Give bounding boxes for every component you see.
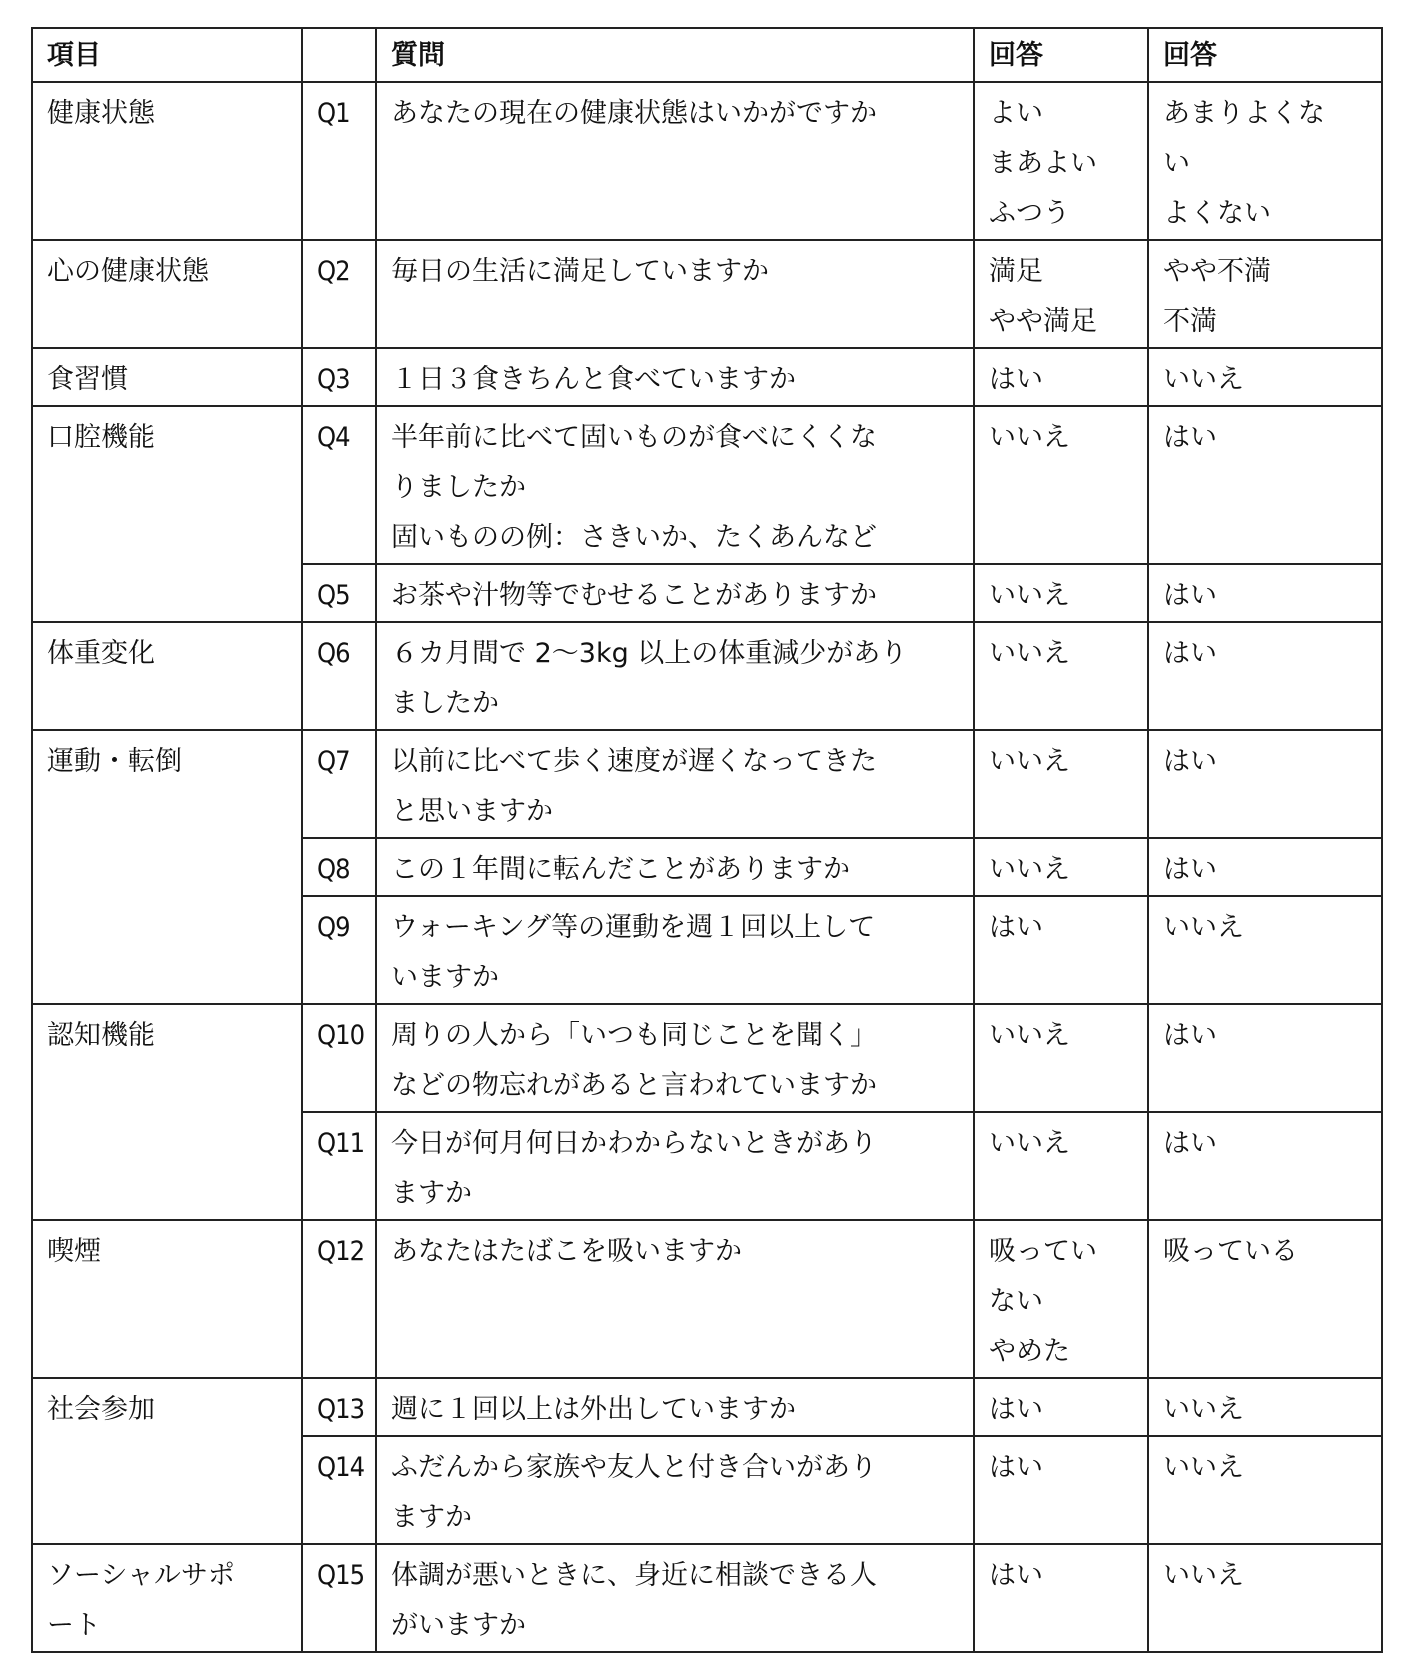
header-answer-1: 回答 xyxy=(974,28,1148,82)
answer-2-cell-line: はい xyxy=(1163,854,1217,885)
answer-2-cell xyxy=(1148,240,1382,348)
question-text-line: 以前に比べて歩く速度が遅くなってきた xyxy=(391,746,877,777)
answer-1-cell xyxy=(974,240,1148,348)
answer-2-cell xyxy=(1148,896,1382,1004)
answer-1-cell-line: いいえ xyxy=(989,746,1070,777)
item-cell xyxy=(32,1220,302,1378)
table-row xyxy=(32,622,1382,730)
answer-1-cell-line: 満足 xyxy=(989,256,1043,287)
answer-1-cell-line: はい xyxy=(989,364,1043,395)
question-number: Q8 xyxy=(302,838,376,896)
answer-2-cell-line: はい xyxy=(1163,746,1217,777)
item-cell xyxy=(32,730,302,1004)
question-text-line: この１年間に転んだことがありますか xyxy=(391,854,850,885)
answer-1-cell-line: いいえ xyxy=(989,854,1070,885)
table-row xyxy=(32,406,1382,564)
answer-1-cell-line: はい xyxy=(989,912,1043,943)
answer-1-cell-line: いいえ xyxy=(989,1128,1070,1159)
answer-1-cell-line: いいえ xyxy=(989,1020,1070,1051)
item-label: 心の健康状態 xyxy=(47,256,209,287)
answer-1-cell-line: ふつう xyxy=(989,198,1070,229)
answer-1-cell xyxy=(974,82,1148,240)
answer-1-cell xyxy=(974,1436,1148,1544)
answer-1-cell xyxy=(974,1544,1148,1652)
table-row xyxy=(32,240,1382,348)
answer-1-cell xyxy=(974,1112,1148,1220)
question-text xyxy=(376,406,974,564)
question-text-line: １日３食きちんと食べていますか xyxy=(391,364,796,395)
answer-1-cell-line: よい xyxy=(989,98,1043,129)
answer-2-cell xyxy=(1148,622,1382,730)
question-text xyxy=(376,1004,974,1112)
item-cell xyxy=(32,240,302,348)
answer-2-cell-line: はい xyxy=(1163,638,1217,669)
question-number: Q12 xyxy=(302,1220,376,1378)
answer-1-cell xyxy=(974,730,1148,838)
header-item: 項目 xyxy=(32,28,302,82)
answer-1-cell xyxy=(974,406,1148,564)
item-cell xyxy=(32,1544,302,1652)
question-text xyxy=(376,1378,974,1436)
question-number: Q10 xyxy=(302,1004,376,1112)
item-label: 食習慣 xyxy=(47,364,128,395)
table-row xyxy=(32,1004,1382,1112)
question-text xyxy=(376,564,974,622)
answer-2-cell-line: いいえ xyxy=(1163,1452,1244,1483)
answer-2-cell xyxy=(1148,730,1382,838)
question-number: Q2 xyxy=(302,240,376,348)
answer-2-cell-line: はい xyxy=(1163,1128,1217,1159)
question-number: Q3 xyxy=(302,348,376,406)
item-label: 健康状態 xyxy=(47,98,155,129)
question-text-line: 半年前に比べて固いものが食べにくくな xyxy=(391,422,877,453)
question-text-line: あなたはたばこを吸いますか xyxy=(391,1236,742,1267)
question-text-line: ６カ月間で 2～3kg 以上の体重減少があり xyxy=(391,638,908,669)
answer-2-cell-line: い xyxy=(1163,148,1190,179)
question-number: Q1 xyxy=(302,82,376,240)
answer-1-cell-line: はい xyxy=(989,1560,1043,1591)
answer-2-cell xyxy=(1148,82,1382,240)
answer-1-cell xyxy=(974,622,1148,730)
table-body xyxy=(32,82,1382,1652)
question-number: Q7 xyxy=(302,730,376,838)
item-cell xyxy=(32,622,302,730)
answer-2-cell xyxy=(1148,564,1382,622)
table-row xyxy=(32,730,1382,838)
question-text xyxy=(376,1436,974,1544)
answer-1-cell-line: はい xyxy=(989,1394,1043,1425)
answer-2-cell-line: はい xyxy=(1163,1020,1217,1051)
question-text xyxy=(376,1220,974,1378)
answer-1-cell-line: まあよい xyxy=(989,148,1097,179)
item-cell xyxy=(32,348,302,406)
answer-2-cell-line: いいえ xyxy=(1163,1560,1244,1591)
question-text xyxy=(376,82,974,240)
question-text-line: お茶や汁物等でむせることがありますか xyxy=(391,580,877,611)
question-text xyxy=(376,730,974,838)
answer-2-cell-line: 不満 xyxy=(1163,306,1217,337)
item-cell xyxy=(32,1004,302,1220)
answer-2-cell-line: やや不満 xyxy=(1163,256,1271,287)
question-text xyxy=(376,896,974,1004)
answer-2-cell xyxy=(1148,1544,1382,1652)
item-label: 口腔機能 xyxy=(47,422,155,453)
answer-1-cell-line: いいえ xyxy=(989,580,1070,611)
header-answer-2: 回答 xyxy=(1148,28,1382,82)
answer-1-cell-line: やめた xyxy=(989,1336,1070,1367)
answer-1-cell xyxy=(974,1220,1148,1378)
answer-1-cell xyxy=(974,1378,1148,1436)
answer-2-cell xyxy=(1148,838,1382,896)
question-text-line: あなたの現在の健康状態はいかがですか xyxy=(391,98,877,129)
header-row xyxy=(32,28,1382,82)
answer-2-cell-line: はい xyxy=(1163,422,1217,453)
answer-1-cell-line: やや満足 xyxy=(989,306,1097,337)
question-text-line: ますか xyxy=(391,1502,472,1533)
question-text xyxy=(376,240,974,348)
question-number: Q14 xyxy=(302,1436,376,1544)
question-text-line: りましたか xyxy=(391,472,526,503)
question-text-line: がいますか xyxy=(391,1610,526,1641)
answer-1-cell xyxy=(974,564,1148,622)
question-text-line: 今日が何月何日かわからないときがあり xyxy=(391,1128,877,1159)
question-text-line: いますか xyxy=(391,962,499,993)
table-row xyxy=(32,1220,1382,1378)
header-question: 質問 xyxy=(376,28,974,82)
item-label: 体重変化 xyxy=(47,638,155,669)
answer-2-cell xyxy=(1148,1220,1382,1378)
header-number xyxy=(302,28,376,82)
question-number: Q9 xyxy=(302,896,376,1004)
answer-1-cell-line: いいえ xyxy=(989,638,1070,669)
question-text-line: 体調が悪いときに、身近に相談できる人 xyxy=(391,1560,877,1591)
question-text xyxy=(376,622,974,730)
answer-2-cell-line: 吸っている xyxy=(1163,1236,1298,1267)
answer-1-cell xyxy=(974,896,1148,1004)
item-label: ソーシャルサポ xyxy=(47,1560,235,1591)
answer-1-cell-line: はい xyxy=(989,1452,1043,1483)
answer-2-cell xyxy=(1148,406,1382,564)
answer-2-cell xyxy=(1148,348,1382,406)
question-text xyxy=(376,1112,974,1220)
answer-2-cell xyxy=(1148,1004,1382,1112)
question-text xyxy=(376,838,974,896)
answer-1-cell xyxy=(974,348,1148,406)
answer-2-cell-line: いいえ xyxy=(1163,1394,1244,1425)
table-row xyxy=(32,82,1382,240)
question-text-line: ますか xyxy=(391,1178,472,1209)
questionnaire-table xyxy=(31,27,1383,1653)
item-label: ート xyxy=(47,1610,101,1641)
table-row xyxy=(32,348,1382,406)
answer-1-cell-line: いいえ xyxy=(989,422,1070,453)
question-number: Q15 xyxy=(302,1544,376,1652)
question-text-line: 週に１回以上は外出していますか xyxy=(391,1394,796,1425)
item-cell xyxy=(32,1378,302,1544)
item-label: 運動・転倒 xyxy=(47,746,182,777)
question-text-line: 固いものの例：さきいか、たくあんなど xyxy=(391,522,877,553)
answer-1-cell xyxy=(974,838,1148,896)
answer-2-cell-line: いいえ xyxy=(1163,364,1244,395)
table-row xyxy=(32,1544,1382,1652)
question-text-line: 周りの人から「いつも同じことを聞く」 xyxy=(391,1020,877,1051)
item-label: 認知機能 xyxy=(47,1020,155,1051)
item-label: 喫煙 xyxy=(47,1236,101,1267)
question-text-line: ましたか xyxy=(391,688,499,719)
question-text-line: ウォーキング等の運動を週１回以上して xyxy=(391,912,876,943)
answer-2-cell-line: はい xyxy=(1163,580,1217,611)
question-number: Q6 xyxy=(302,622,376,730)
question-number: Q4 xyxy=(302,406,376,564)
item-label: 社会参加 xyxy=(47,1394,155,1425)
answer-2-cell xyxy=(1148,1112,1382,1220)
question-text-line: などの物忘れがあると言われていますか xyxy=(391,1070,877,1101)
question-text xyxy=(376,348,974,406)
item-cell xyxy=(32,406,302,622)
answer-2-cell-line: いいえ xyxy=(1163,912,1244,943)
answer-2-cell xyxy=(1148,1436,1382,1544)
question-number: Q11 xyxy=(302,1112,376,1220)
answer-1-cell-line: 吸ってい xyxy=(989,1236,1097,1267)
answer-2-cell-line: あまりよくな xyxy=(1163,98,1325,129)
question-text xyxy=(376,1544,974,1652)
answer-2-cell-line: よくない xyxy=(1163,198,1271,229)
question-text-line: ふだんから家族や友人と付き合いがあり xyxy=(391,1452,877,1483)
question-number: Q13 xyxy=(302,1378,376,1436)
question-text-line: と思いますか xyxy=(391,796,553,827)
table-row xyxy=(32,1378,1382,1436)
item-cell xyxy=(32,82,302,240)
answer-1-cell-line: ない xyxy=(989,1286,1043,1317)
question-text-line: 毎日の生活に満足していますか xyxy=(391,256,769,287)
answer-2-cell xyxy=(1148,1378,1382,1436)
answer-1-cell xyxy=(974,1004,1148,1112)
question-number: Q5 xyxy=(302,564,376,622)
